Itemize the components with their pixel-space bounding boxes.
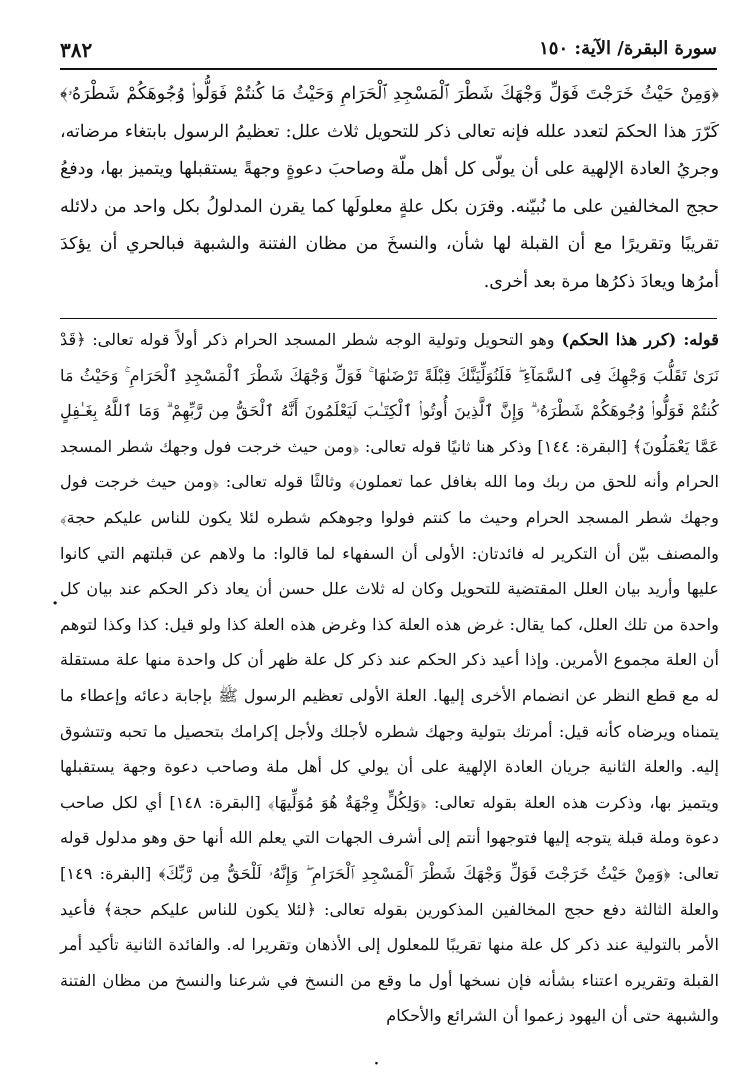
bottom-dot: · [374, 1056, 379, 1072]
commentary-section [60, 76, 719, 301]
gloss-text-7: فأعيد الأمر بالتولية عند ذكر كل علة منها تقريبًا للمعلول إلى الأذهان وتقريرا له. والفائدة الثانية تأكيد أمر القبلة وتقريره اعتناء بشأنه فإن نسخها أول ما وقع من النسخ في شرعنا والنسخ من مظان الفتنة والشبهة حتى أن اليهود زعموا أن الشرائع والأحكام [60, 899, 719, 1026]
gloss-text-1: وهو التحويل وتولية الوجه شطر المسجد الحرام ذكر أولاً قوله تعالى: [85, 330, 555, 349]
gloss-text-2: [البقرة: ١٤٤] وذكر هنا ثانيًا قوله تعالى: [359, 436, 633, 456]
margin-dot: · [52, 593, 59, 614]
gloss-text-4: والمصنف بيّن أن التكرير له فائدتان: الأولى أن السفهاء لما قالوا: ما ولاهم عن قبلتهم التي كانوا عليها وأريد بيان العلل المقتضية للتحويل وكان له ثلاث علل حسن أن يعاد ذكر الحكم عند بيان كل واحدة من تلك العلل، كما يقال: غرض هذه العلة كذا وغرض هذه العلة كذا ولو قيل: كذا وكذا لتوهم أن العلة مجموع الأمرين. وإذا أعيد ذكر الحكم عند ذكر كل علة ظهر أن كل واحدة منها علة مستقلة له مع قطع النظر عن انضمام الأخرى إليها. العلة الأولى تعظيم الرسول ﷺ بإجابة دعائه وإعطاء ما يتمناه ويرضاه كأنه قيل: أمرتك بتولية وجهك شطره لأجلك ولأجل إكرامك بتحصيل ما تحبه وتتشوق إليه. والعلة الثانية جريان العادة الإلهية على أن يولي كل أهل ملة وصاحب دعوة وجهة يستقبلها ويتميز بها، وذكرت هذه العلة بقوله تعالى: [60, 543, 720, 812]
section-divider [60, 318, 717, 319]
page-number: ٣٨٢ [60, 38, 93, 62]
gloss-paragraph [60, 322, 719, 1034]
verse-quote-6: ﴿لئلا يكون للناس عليكم حجة﴾ [103, 899, 317, 919]
verse-quote: ﴿وَمِنْ حَيْثُ خَرَجْتَ فَوَلِّ وَجْهَكَ شَطْرَ ٱلْمَسْجِدِ ٱلْحَرَامِ وَحَيْثُ مَا كُنتُمْ فَوَلُّوا۟ وُجُوهَكُمْ شَطْرَهُۥ﴾ [60, 84, 719, 104]
running-title: سورة البقرة/ الآية: ١٥٠ [539, 38, 717, 59]
verse-quote-1: ﴿قَدْ نَرَىٰ تَقَلُّبَ وَجْهِكَ فِى ٱلسَّمَآءِ ۖ فَلَنُوَلِّيَنَّكَ قِبْلَةً تَرْضَىٰهَا ۚ فَوَلِّ وَجْهَكَ شَطْرَ ٱلْمَسْجِدِ ٱلْحَرَامِ ۚ وَحَيْثُ مَا كُنتُمْ فَوَلُّوا۟ وُجُوهَكُمْ شَطْرَهُۥ ۗ وَإِنَّ ٱلَّذِينَ أُوتُوا۟ ٱلْكِتَـٰبَ لَيَعْلَمُونَ أَنَّهُ ٱلْحَقُّ مِن رَّبِّهِمْ ۗ وَمَا ٱللَّهُ بِغَـٰفِلٍ عَمَّا يَعْمَلُونَ﴾ [60, 330, 720, 456]
gloss-text-6: [البقرة: ١٤٩] والعلة الثالثة دفع حجج المخالفين المذكورين بقوله تعالى: [60, 863, 720, 919]
commentary-text: كَرّرَ هذا الحكمَ لتعدد علله فإنه تعالى ذكر للتحويل ثلاث علل: تعظيمُ الرسول بابتغاء مرضاته، وجريُ العادة الإلهية على أن يولّى كل أهل ملّة وصاحبَ دعوةٍ وجهةً يستقبلها ويتميز بها، ودفعُ حجج المخالفين على ما نُبيّنه. وقرَن بكل علةٍ معلولَها كما يقرن المدلولُ بكل واحد من دلائله تقريبًا وتقريرًا مع أن القبلة لها شأن، والنسخَ من مظان الفتنة والشبهة فبالحري أن يؤكدَ أمرُها ويعادَ ذكرُها مرة بعد أخرى. [60, 121, 719, 292]
gloss-lead-quote: (كرر هذا الحكم) [554, 330, 684, 349]
verse-quote-5: ﴿وَمِنْ حَيْثُ خَرَجْتَ فَوَلِّ وَجْهَكَ شَطْرَ ٱلْمَسْجِدِ ٱلْحَرَامِ ۖ وَإِنَّهُۥ لَلْحَقُّ مِن رَّبِّكَ﴾ [158, 863, 671, 883]
gloss-lead: قوله: [683, 330, 719, 349]
verse-quote-3: ﴿ومن حيث خرجت فول وجهك شطر المسجد الحرام وحيث ما كنتم فولوا وجوهكم شطره لئلا يكون للناس عليكم حجة﴾ [60, 472, 719, 527]
page-header [60, 38, 717, 66]
gloss-section [60, 322, 719, 1034]
gloss-text-5: [البقرة: ١٤٨] أي لكل صاحب دعوة وملة قبلة يتوجه إليها فتوجهوا أنتم إلى أشرف الجهات التي يعلم الله أنها حق وهو مدلول قوله تعالى: [60, 792, 719, 883]
commentary-paragraph [60, 76, 719, 301]
verse-quote-4: ﴿وَلِكُلٍّ وِجْهَةٌ هُوَ مُوَلِّيهَا﴾ [267, 792, 427, 812]
gloss-text-3: وثالثًا قوله تعالى: [219, 472, 349, 492]
header-rule [60, 68, 717, 70]
verse-quote-2: ﴿ومن حيث خرجت فول وجهك شطر المسجد الحرام وأنه للحق من ربك وما الله بغافل عما تعملون﴾ [60, 436, 720, 492]
